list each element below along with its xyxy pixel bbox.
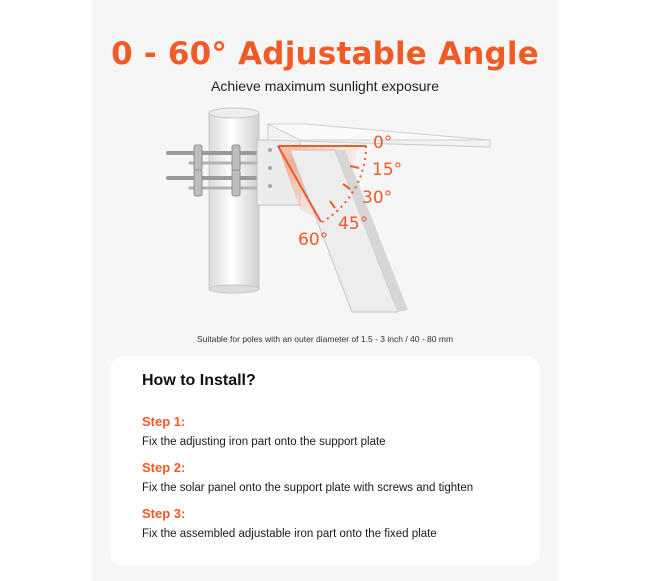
angle-label-15: 15°: [372, 160, 403, 180]
install-panel: [110, 356, 540, 566]
step-2-text: Fix the solar panel onto the support plate with screws and tighten: [142, 482, 474, 494]
step-1-title: Step 1:: [142, 414, 186, 429]
install-heading: How to Install?: [142, 372, 256, 389]
tagline: Achieve maximum sunlight exposure: [211, 78, 439, 94]
angle-label-60: 60°: [298, 230, 329, 250]
step-1-text: Fix the adjusting iron part onto the support plate: [142, 436, 386, 448]
step-3-text: Fix the assembled adjustable iron part onto the fixed plate: [142, 528, 437, 540]
mounting-pole: [209, 108, 259, 293]
step-3-title: Step 3:: [142, 506, 186, 521]
step-2-title: Step 2:: [142, 460, 186, 475]
angle-label-0: 0°: [373, 133, 393, 153]
angle-label-45: 45°: [338, 214, 369, 234]
angle-label-30: 30°: [362, 188, 393, 208]
pole-compatibility-note: Suitable for poles with an outer diameter of 1.5 - 3 inch / 40 - 80 mm: [196, 334, 454, 344]
headline: 0 - 60° Adjustable Angle: [111, 36, 539, 72]
